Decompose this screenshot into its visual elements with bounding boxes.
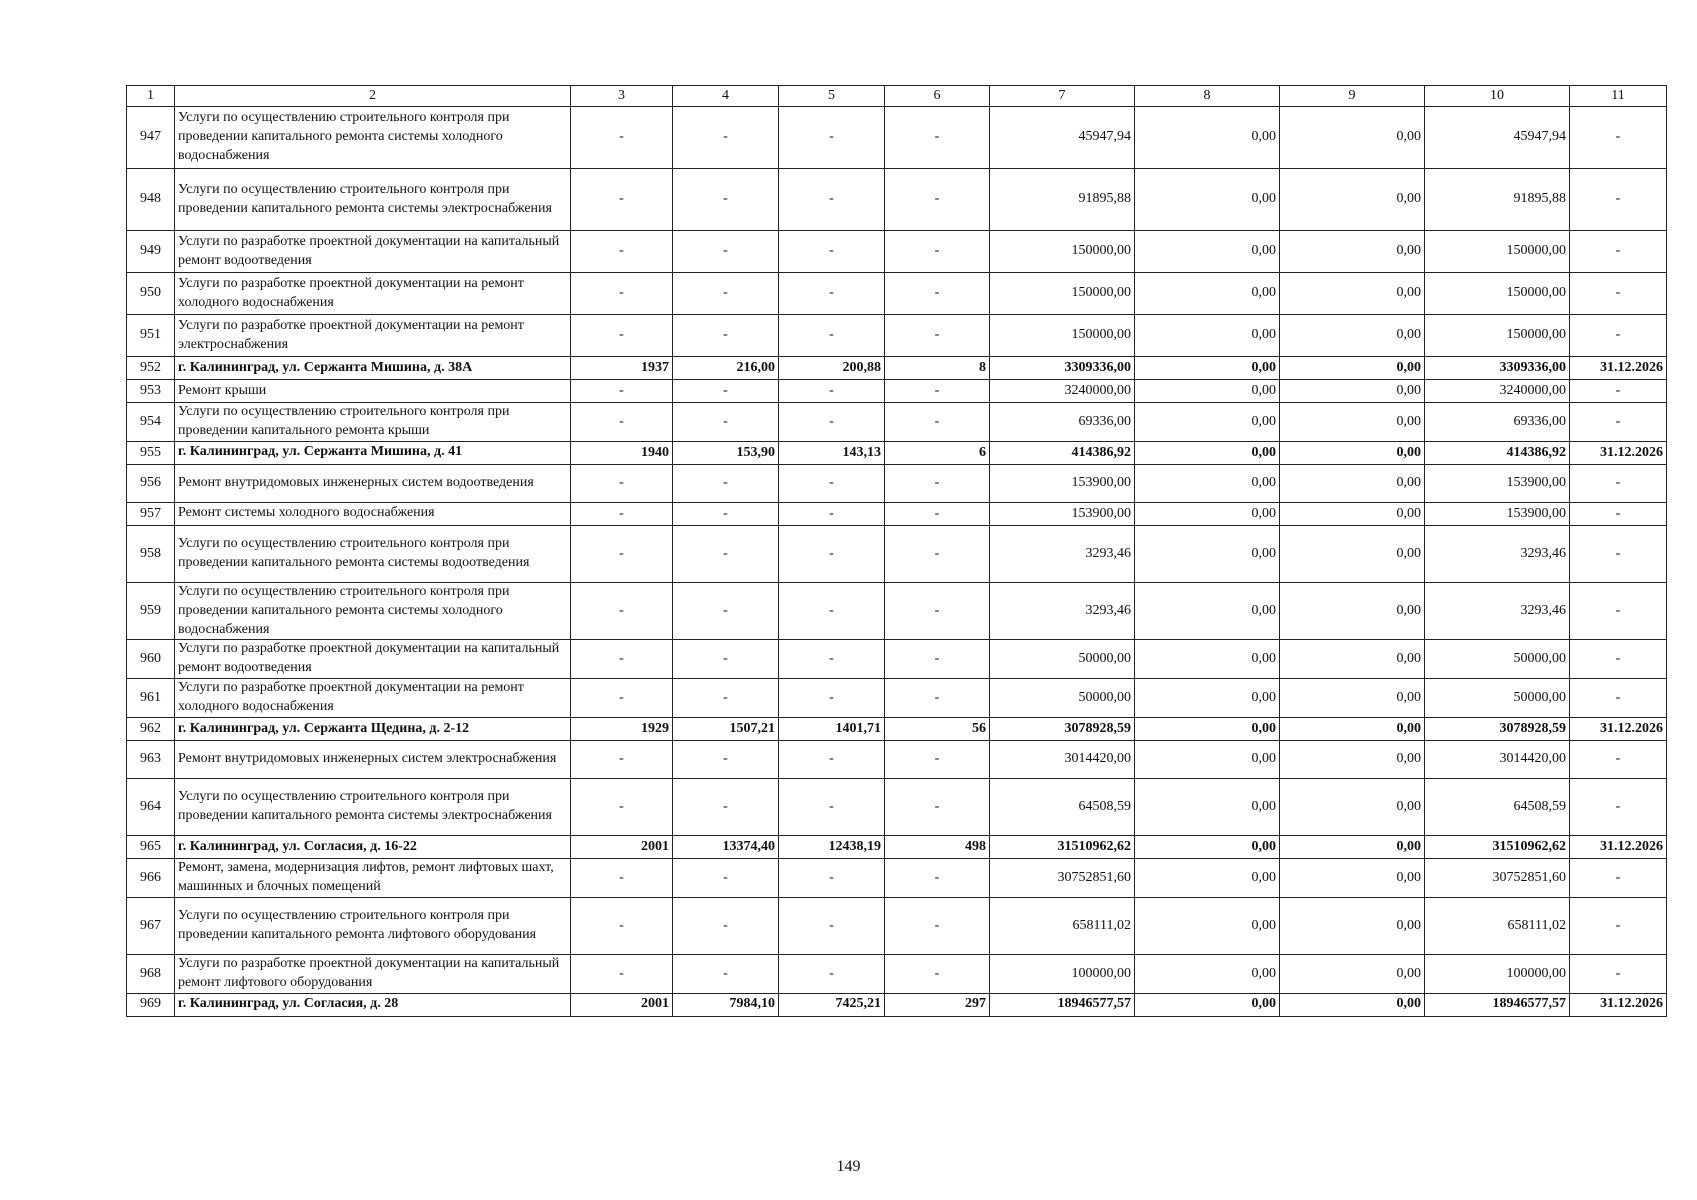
cell-col5: - <box>779 403 885 442</box>
cell-col3: 1937 <box>571 357 673 380</box>
cell-col6: - <box>885 169 990 231</box>
table-row <box>127 169 1667 231</box>
cell-col8: 0,00 <box>1135 679 1280 718</box>
item-name: Ремонт крыши <box>175 380 571 403</box>
cell-col8: 0,00 <box>1135 502 1280 525</box>
item-name: Услуги по осуществлению строительного контроля при проведении капитального ремонта системы водоотведения <box>175 525 571 582</box>
cell-col4: - <box>673 779 779 836</box>
cell-col4: - <box>673 954 779 993</box>
table-row <box>127 718 1667 741</box>
table-row <box>127 231 1667 273</box>
cell-col10: 150000,00 <box>1425 231 1570 273</box>
cell-col6: - <box>885 231 990 273</box>
cell-col4: 13374,40 <box>673 836 779 859</box>
cell-col5: - <box>779 315 885 357</box>
cell-col8: 0,00 <box>1135 718 1280 741</box>
cell-col9: 0,00 <box>1280 231 1425 273</box>
table-row <box>127 441 1667 464</box>
row-number: 968 <box>127 954 175 993</box>
cell-col3: - <box>571 231 673 273</box>
row-number: 963 <box>127 741 175 779</box>
cell-col8: 0,00 <box>1135 525 1280 582</box>
cell-col5: - <box>779 231 885 273</box>
column-header: 8 <box>1135 86 1280 107</box>
row-number: 947 <box>127 107 175 169</box>
cell-col11: - <box>1570 169 1667 231</box>
cell-col7: 64508,59 <box>990 779 1135 836</box>
cell-col7: 3293,46 <box>990 525 1135 582</box>
item-name: Услуги по разработке проектной документации на ремонт холодного водоснабжения <box>175 679 571 718</box>
cell-col5: - <box>779 380 885 403</box>
column-header: 6 <box>885 86 990 107</box>
cell-col9: 0,00 <box>1280 640 1425 679</box>
cell-col8: 0,00 <box>1135 403 1280 442</box>
cell-col6: - <box>885 741 990 779</box>
row-number: 949 <box>127 231 175 273</box>
cell-col6: - <box>885 679 990 718</box>
cell-col5: - <box>779 107 885 169</box>
row-number: 969 <box>127 993 175 1016</box>
cell-col11: - <box>1570 859 1667 898</box>
row-number: 950 <box>127 273 175 315</box>
cell-col8: 0,00 <box>1135 582 1280 640</box>
cell-col9: 0,00 <box>1280 441 1425 464</box>
cell-col6: 8 <box>885 357 990 380</box>
cell-col11: - <box>1570 380 1667 403</box>
row-number: 959 <box>127 582 175 640</box>
cell-col7: 3014420,00 <box>990 741 1135 779</box>
cell-col6: - <box>885 380 990 403</box>
cell-col11: - <box>1570 582 1667 640</box>
cell-col4: - <box>673 107 779 169</box>
cell-col6: - <box>885 502 990 525</box>
cell-col9: 0,00 <box>1280 859 1425 898</box>
cell-col4: - <box>673 859 779 898</box>
cell-col4: - <box>673 169 779 231</box>
cell-col7: 18946577,57 <box>990 993 1135 1016</box>
item-name: г. Калининград, ул. Согласия, д. 16-22 <box>175 836 571 859</box>
cell-col7: 150000,00 <box>990 315 1135 357</box>
cell-col8: 0,00 <box>1135 993 1280 1016</box>
header-row <box>127 86 1667 107</box>
cell-col7: 31510962,62 <box>990 836 1135 859</box>
cell-col3: - <box>571 380 673 403</box>
cell-col10: 153900,00 <box>1425 502 1570 525</box>
cell-col3: - <box>571 273 673 315</box>
cell-col10: 658111,02 <box>1425 897 1570 954</box>
cell-col7: 150000,00 <box>990 231 1135 273</box>
cell-col10: 64508,59 <box>1425 779 1570 836</box>
cell-col11: - <box>1570 502 1667 525</box>
item-name: Услуги по разработке проектной документации на капитальный ремонт водоотведения <box>175 640 571 679</box>
cell-col5: 1401,71 <box>779 718 885 741</box>
row-number: 967 <box>127 897 175 954</box>
cell-col3: - <box>571 582 673 640</box>
cell-col6: 56 <box>885 718 990 741</box>
cell-col6: 498 <box>885 836 990 859</box>
cell-col7: 3240000,00 <box>990 380 1135 403</box>
row-number: 958 <box>127 525 175 582</box>
cell-col5: - <box>779 779 885 836</box>
cell-col3: - <box>571 741 673 779</box>
cell-col11: - <box>1570 107 1667 169</box>
cell-col5: - <box>779 954 885 993</box>
cell-col7: 414386,92 <box>990 441 1135 464</box>
cell-col8: 0,00 <box>1135 954 1280 993</box>
cell-col4: 153,90 <box>673 441 779 464</box>
cell-col3: - <box>571 315 673 357</box>
cell-col3: - <box>571 403 673 442</box>
cell-col7: 30752851,60 <box>990 859 1135 898</box>
cell-col6: - <box>885 582 990 640</box>
cell-col9: 0,00 <box>1280 169 1425 231</box>
cell-col9: 0,00 <box>1280 897 1425 954</box>
cell-col10: 3078928,59 <box>1425 718 1570 741</box>
cell-col5: - <box>779 741 885 779</box>
table-row <box>127 582 1667 640</box>
table-row <box>127 640 1667 679</box>
item-name: Услуги по осуществлению строительного контроля при проведении капитального ремонта крыши <box>175 403 571 442</box>
cell-col7: 153900,00 <box>990 464 1135 502</box>
cell-col9: 0,00 <box>1280 403 1425 442</box>
cell-col6: - <box>885 954 990 993</box>
cell-col3: - <box>571 169 673 231</box>
cell-col9: 0,00 <box>1280 741 1425 779</box>
table-row <box>127 836 1667 859</box>
item-name: Услуги по осуществлению строительного контроля при проведении капитального ремонта системы электроснабжения <box>175 779 571 836</box>
table-row <box>127 741 1667 779</box>
item-name: Услуги по разработке проектной документации на капитальный ремонт лифтового оборудования <box>175 954 571 993</box>
cell-col3: - <box>571 464 673 502</box>
cell-col9: 0,00 <box>1280 273 1425 315</box>
cell-col8: 0,00 <box>1135 315 1280 357</box>
column-header: 1 <box>127 86 175 107</box>
cell-col7: 3078928,59 <box>990 718 1135 741</box>
cell-col5: 12438,19 <box>779 836 885 859</box>
cell-col4: - <box>673 741 779 779</box>
cell-col3: - <box>571 897 673 954</box>
column-header: 4 <box>673 86 779 107</box>
cell-col10: 100000,00 <box>1425 954 1570 993</box>
row-number: 964 <box>127 779 175 836</box>
cell-col10: 31510962,62 <box>1425 836 1570 859</box>
cell-col5: - <box>779 859 885 898</box>
cell-col11: - <box>1570 954 1667 993</box>
cell-col8: 0,00 <box>1135 231 1280 273</box>
cell-col9: 0,00 <box>1280 525 1425 582</box>
row-number: 960 <box>127 640 175 679</box>
cell-col8: 0,00 <box>1135 779 1280 836</box>
cell-col6: - <box>885 464 990 502</box>
cell-col10: 50000,00 <box>1425 640 1570 679</box>
row-number: 957 <box>127 502 175 525</box>
cell-col5: - <box>779 679 885 718</box>
cell-col8: 0,00 <box>1135 741 1280 779</box>
column-header: 2 <box>175 86 571 107</box>
cell-col8: 0,00 <box>1135 441 1280 464</box>
item-name: г. Калининград, ул. Согласия, д. 28 <box>175 993 571 1016</box>
cell-col7: 658111,02 <box>990 897 1135 954</box>
cell-col6: - <box>885 273 990 315</box>
cell-col6: - <box>885 897 990 954</box>
cell-col7: 100000,00 <box>990 954 1135 993</box>
cell-col10: 153900,00 <box>1425 464 1570 502</box>
item-name: Ремонт внутридомовых инженерных систем водоотведения <box>175 464 571 502</box>
cell-col11: - <box>1570 679 1667 718</box>
item-name: Ремонт внутридомовых инженерных систем электроснабжения <box>175 741 571 779</box>
cell-col4: - <box>673 897 779 954</box>
cell-col3: - <box>571 525 673 582</box>
cell-col11: - <box>1570 779 1667 836</box>
cell-col8: 0,00 <box>1135 169 1280 231</box>
table-row <box>127 403 1667 442</box>
cell-col6: - <box>885 403 990 442</box>
cell-col7: 3309336,00 <box>990 357 1135 380</box>
cell-col11: - <box>1570 403 1667 442</box>
cell-col11: - <box>1570 525 1667 582</box>
cell-col6: - <box>885 640 990 679</box>
item-name: г. Калининград, ул. Сержанта Мишина, д. 41 <box>175 441 571 464</box>
cell-col3: 2001 <box>571 993 673 1016</box>
cell-col4: - <box>673 231 779 273</box>
item-name: Ремонт системы холодного водоснабжения <box>175 502 571 525</box>
table-row <box>127 107 1667 169</box>
table-row <box>127 502 1667 525</box>
item-name: г. Калининград, ул. Сержанта Мишина, д. 38А <box>175 357 571 380</box>
item-name: Услуги по разработке проектной документации на ремонт холодного водоснабжения <box>175 273 571 315</box>
cell-col11: 31.12.2026 <box>1570 836 1667 859</box>
cell-col5: - <box>779 464 885 502</box>
cell-col11: 31.12.2026 <box>1570 718 1667 741</box>
cell-col4: - <box>673 380 779 403</box>
cell-col7: 153900,00 <box>990 502 1135 525</box>
table-row <box>127 464 1667 502</box>
cell-col4: - <box>673 679 779 718</box>
cell-col9: 0,00 <box>1280 836 1425 859</box>
cell-col10: 150000,00 <box>1425 273 1570 315</box>
cell-col10: 3309336,00 <box>1425 357 1570 380</box>
row-number: 952 <box>127 357 175 380</box>
column-header: 5 <box>779 86 885 107</box>
cell-col4: - <box>673 582 779 640</box>
row-number: 962 <box>127 718 175 741</box>
table-row <box>127 859 1667 898</box>
cell-col4: 1507,21 <box>673 718 779 741</box>
row-number: 953 <box>127 380 175 403</box>
column-header: 11 <box>1570 86 1667 107</box>
registry-table <box>126 85 1667 1017</box>
cell-col7: 45947,94 <box>990 107 1135 169</box>
cell-col5: 200,88 <box>779 357 885 380</box>
cell-col9: 0,00 <box>1280 107 1425 169</box>
item-name: г. Калининград, ул. Сержанта Щедина, д. 2-12 <box>175 718 571 741</box>
row-number: 948 <box>127 169 175 231</box>
cell-col11: 31.12.2026 <box>1570 441 1667 464</box>
cell-col11: - <box>1570 741 1667 779</box>
cell-col5: - <box>779 525 885 582</box>
cell-col9: 0,00 <box>1280 679 1425 718</box>
cell-col11: - <box>1570 897 1667 954</box>
table-row <box>127 380 1667 403</box>
cell-col3: - <box>571 640 673 679</box>
cell-col10: 69336,00 <box>1425 403 1570 442</box>
cell-col3: 1929 <box>571 718 673 741</box>
cell-col4: - <box>673 464 779 502</box>
cell-col8: 0,00 <box>1135 640 1280 679</box>
cell-col6: - <box>885 779 990 836</box>
cell-col5: 143,13 <box>779 441 885 464</box>
cell-col7: 91895,88 <box>990 169 1135 231</box>
cell-col7: 50000,00 <box>990 640 1135 679</box>
cell-col9: 0,00 <box>1280 582 1425 640</box>
cell-col5: - <box>779 897 885 954</box>
cell-col9: 0,00 <box>1280 315 1425 357</box>
cell-col8: 0,00 <box>1135 273 1280 315</box>
cell-col3: - <box>571 779 673 836</box>
column-header: 7 <box>990 86 1135 107</box>
cell-col11: 31.12.2026 <box>1570 993 1667 1016</box>
cell-col8: 0,00 <box>1135 836 1280 859</box>
table-row <box>127 779 1667 836</box>
column-header: 9 <box>1280 86 1425 107</box>
column-header: 3 <box>571 86 673 107</box>
cell-col10: 150000,00 <box>1425 315 1570 357</box>
cell-col7: 69336,00 <box>990 403 1135 442</box>
table-body <box>127 107 1667 1017</box>
cell-col6: - <box>885 315 990 357</box>
cell-col6: - <box>885 525 990 582</box>
row-number: 956 <box>127 464 175 502</box>
cell-col5: - <box>779 502 885 525</box>
table-row <box>127 679 1667 718</box>
cell-col10: 50000,00 <box>1425 679 1570 718</box>
cell-col3: 2001 <box>571 836 673 859</box>
cell-col9: 0,00 <box>1280 779 1425 836</box>
cell-col6: - <box>885 859 990 898</box>
item-name: Ремонт, замена, модернизация лифтов, ремонт лифтовых шахт, машинных и блочных помещений <box>175 859 571 898</box>
table-row <box>127 273 1667 315</box>
cell-col10: 91895,88 <box>1425 169 1570 231</box>
cell-col9: 0,00 <box>1280 954 1425 993</box>
cell-col8: 0,00 <box>1135 380 1280 403</box>
cell-col5: - <box>779 640 885 679</box>
cell-col11: 31.12.2026 <box>1570 357 1667 380</box>
cell-col11: - <box>1570 273 1667 315</box>
cell-col3: - <box>571 859 673 898</box>
cell-col4: - <box>673 403 779 442</box>
row-number: 965 <box>127 836 175 859</box>
cell-col8: 0,00 <box>1135 897 1280 954</box>
cell-col10: 3240000,00 <box>1425 380 1570 403</box>
cell-col8: 0,00 <box>1135 107 1280 169</box>
table-row <box>127 357 1667 380</box>
row-number: 954 <box>127 403 175 442</box>
cell-col9: 0,00 <box>1280 993 1425 1016</box>
cell-col5: - <box>779 169 885 231</box>
cell-col4: 216,00 <box>673 357 779 380</box>
cell-col10: 3014420,00 <box>1425 741 1570 779</box>
cell-col9: 0,00 <box>1280 718 1425 741</box>
row-number: 951 <box>127 315 175 357</box>
cell-col11: - <box>1570 315 1667 357</box>
cell-col4: - <box>673 315 779 357</box>
cell-col3: - <box>571 502 673 525</box>
page-number: 149 <box>836 1158 861 1175</box>
cell-col4: - <box>673 525 779 582</box>
cell-col8: 0,00 <box>1135 357 1280 380</box>
cell-col11: - <box>1570 231 1667 273</box>
item-name: Услуги по осуществлению строительного контроля при проведении капитального ремонта лифтового оборудования <box>175 897 571 954</box>
cell-col10: 30752851,60 <box>1425 859 1570 898</box>
cell-col7: 50000,00 <box>990 679 1135 718</box>
cell-col9: 0,00 <box>1280 502 1425 525</box>
cell-col5: - <box>779 273 885 315</box>
cell-col10: 45947,94 <box>1425 107 1570 169</box>
cell-col4: - <box>673 502 779 525</box>
table-row <box>127 954 1667 993</box>
cell-col4: - <box>673 640 779 679</box>
cell-col10: 3293,46 <box>1425 525 1570 582</box>
cell-col6: 297 <box>885 993 990 1016</box>
row-number: 961 <box>127 679 175 718</box>
cell-col9: 0,00 <box>1280 357 1425 380</box>
cell-col3: - <box>571 954 673 993</box>
table-row <box>127 897 1667 954</box>
item-name: Услуги по осуществлению строительного контроля при проведении капитального ремонта системы электроснабжения <box>175 169 571 231</box>
table-row <box>127 993 1667 1016</box>
table-row <box>127 315 1667 357</box>
row-number: 966 <box>127 859 175 898</box>
row-number: 955 <box>127 441 175 464</box>
cell-col4: - <box>673 273 779 315</box>
cell-col6: 6 <box>885 441 990 464</box>
cell-col4: 7984,10 <box>673 993 779 1016</box>
cell-col9: 0,00 <box>1280 380 1425 403</box>
cell-col3: - <box>571 679 673 718</box>
cell-col9: 0,00 <box>1280 464 1425 502</box>
item-name: Услуги по разработке проектной документации на капитальный ремонт водоотведения <box>175 231 571 273</box>
cell-col8: 0,00 <box>1135 464 1280 502</box>
cell-col10: 3293,46 <box>1425 582 1570 640</box>
cell-col5: - <box>779 582 885 640</box>
cell-col6: - <box>885 107 990 169</box>
cell-col3: 1940 <box>571 441 673 464</box>
cell-col10: 414386,92 <box>1425 441 1570 464</box>
item-name: Услуги по осуществлению строительного контроля при проведении капитального ремонта системы холодного водоснабжения <box>175 107 571 169</box>
cell-col7: 150000,00 <box>990 273 1135 315</box>
table-row <box>127 525 1667 582</box>
cell-col7: 3293,46 <box>990 582 1135 640</box>
cell-col11: - <box>1570 464 1667 502</box>
registry-sheet <box>126 85 1666 1017</box>
column-header: 10 <box>1425 86 1570 107</box>
cell-col11: - <box>1570 640 1667 679</box>
item-name: Услуги по осуществлению строительного контроля при проведении капитального ремонта системы холодного водоснабжения <box>175 582 571 640</box>
cell-col10: 18946577,57 <box>1425 993 1570 1016</box>
cell-col5: 7425,21 <box>779 993 885 1016</box>
item-name: Услуги по разработке проектной документации на ремонт электроснабжения <box>175 315 571 357</box>
cell-col3: - <box>571 107 673 169</box>
cell-col8: 0,00 <box>1135 859 1280 898</box>
